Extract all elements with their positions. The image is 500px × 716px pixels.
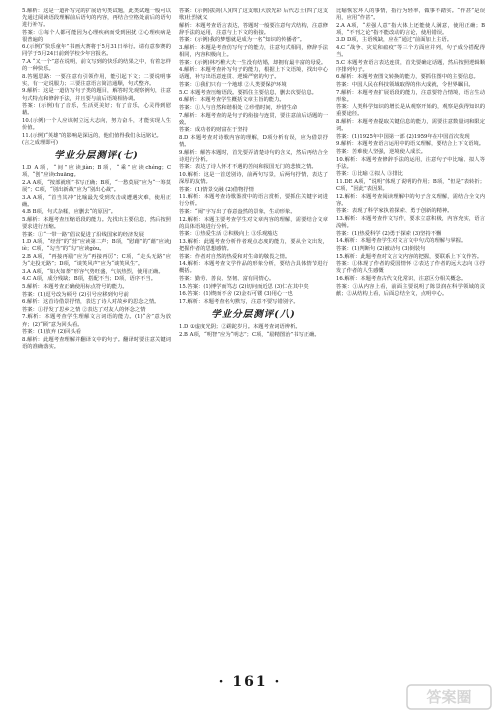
answer-entry: 14.解析：本题考查学生对文言文中句式的理解与掌握。	[336, 238, 467, 245]
watermark-logo	[406, 684, 492, 710]
answer-entry: 11.(示例)“英雄”的影响是深远的，他们值得我们永远铭记。	[22, 132, 162, 139]
answer-entry: 4.B B项，句式杂糅，应删去“的原因”。	[22, 209, 117, 216]
answer-entry: 4.C “战争、灾荒和瘟疫”等三个方面应并列，句子成分搭配得当。	[336, 45, 485, 59]
answer-entry: 答案：(示例)林巧稚大夫一生没有结婚，却拥有最丰富的母爱。	[179, 59, 327, 66]
answer-entry: 13.解析：此题考查分析作者观点态度的能力，要从全文出发，把握作者的思想感情。	[179, 238, 328, 252]
answer-entry: (言之成理即可)	[22, 140, 58, 147]
answer-entry: 3.解析：本题是考查仿写句子的能力，注意句式相同，修辞手法相同，内容积极向上。	[179, 45, 328, 59]
answer-entry: 17.解析：本题考查名句默写，注意不要写错别字。	[179, 298, 299, 305]
answer-entry: 答案：①热爱生活 ②积极向上 ③乐观豁达	[179, 231, 278, 238]
answer-entry: 5.解析：本题考查正确使用标点符号的能力。	[22, 283, 128, 290]
answer-entry: 5.解析：这是一道补写完的扩展语句类试题，此类试题一般可以先通过阅读语段理解前后语句的内容，再结合空格处前后的语句进行补写。	[22, 8, 171, 29]
answer-entry: 答案：(1)放弃 (2)回头看	[22, 329, 82, 336]
answer-entry: 11.DE A项，“说明”体现了说明的作用；B项，“但是”表转折；C项，“因此”表因果。	[336, 178, 485, 193]
section8-list	[179, 324, 328, 339]
answer-entry: 答案：勤劳、善良、坚韧、富有同情心。	[179, 275, 275, 282]
answer-entry: 答案：(1)逗号改为顿号 (2)引号应移到句号前	[22, 291, 129, 298]
answer-entry: 16.答案：(1)锲而不舍 (2)金石可镂 (3)用心一也	[179, 291, 293, 298]
answer-entry: 答案：①比喻 ②拟人 ③排比	[336, 171, 403, 178]
answer-entry: 答案：(示例)我的梦想就是成为一名“知识的传播者”。	[179, 37, 306, 44]
column-middle	[179, 8, 328, 670]
answer-entry: 5.解析：本题考查压缩语段的能力。先找出主要信息，然后按照要求进行压缩。	[22, 216, 171, 230]
column-middle-part1	[179, 8, 328, 216]
answer-page	[22, 8, 487, 670]
answer-entry: 7.解析：本题考查学生理解文言词语的能力。(1)“舍”意为放弃；(2)“顾”意为回头看。	[22, 314, 171, 328]
answer-entry: 答案：作者对自然的热爱和对生命的敬畏之情。	[179, 253, 291, 260]
answer-entry: 7.解析：本题考查扩展语段的能力，注意要符合情境，语言生动形象。	[336, 89, 485, 103]
answer-entry: 答案：①“一带一路”倡议促进了沿线国家的经济发展	[22, 231, 144, 238]
answer-entry: 2.B A项，“再接再励”应为“再接再厉”；C项，“走头无路”应为“走投无路”；D项，“谈笑风声”应为“谈笑风生”。	[22, 253, 171, 267]
answer-entry: 6.解析：本题考查学生概括文章主旨的能力。	[179, 97, 285, 104]
answer-entry: 1.D A项，“经营”的“营”应读第二声；B项，“慰藉”的“藉”应读jiè；C项，“勾当”的“勾”应读gòu。	[22, 239, 171, 253]
answer-entry: 7.解析：本题考查的是句子的衔接与连贯，要注意前后话题的一致。	[179, 112, 328, 126]
answer-entry: 5.C 本题考查压缩语段。要抓住主要信息，删去次要信息。	[179, 89, 317, 96]
page-number: · 161 ·	[218, 674, 282, 690]
answer-entry: 4.C A项，成分残缺；B项，搭配不当；D项，语序不当。	[22, 276, 156, 283]
answer-entry: 1.D ①虚度光阴；②蹉跎岁月。本题考查词语辨析。	[179, 323, 301, 330]
answer-entry: 3.A A项，“首当其冲”比喻最先受到攻击或遭遇灾难，使用正确。	[22, 194, 171, 208]
column-middle-part2	[179, 217, 328, 306]
watermark-text: 答案圈	[426, 688, 472, 706]
column-right-part1	[336, 8, 485, 298]
answer-entry: 答案：苦难使人坚强，逆境使人成长。	[336, 149, 427, 156]
answer-entry: 答案：(示例)有了音乐，生活更美好；有了音乐，心灵得到慰藉。	[22, 103, 171, 117]
answer-entry: 13.解析：本题考查作文写作，要求立意积极，内容充实，语言流畅。	[336, 216, 485, 230]
answer-entry: 6.解析：这首诗借景抒情，表达了诗人对故乡的思念之情。	[22, 299, 160, 306]
answer-entry: 9.解析：本题考查语言运用中的语义理解，要结合上下文语境。	[336, 141, 485, 148]
answer-entry: 3.D D项，主语残缺，应在“通过”前面加上主语。	[336, 37, 452, 44]
section-title-7: 学业分层测评(七)	[54, 150, 139, 162]
answer-entry: 12.解析：本题考查阅读理解中的句子含义理解，需结合全文内容。	[336, 193, 485, 207]
answer-entry: 8.答题思路：一要注意有引领作用，能引起下文；二要说明事实，有一定说服力；三要注意语言简洁通顺，句式整齐。	[22, 73, 171, 87]
answer-entry: 答案：①我们只有一个地球 ②人类要保护环境	[179, 82, 287, 89]
answer-entry: 答案：(1)判断句 (2)被动句 (3)倒装句	[336, 245, 426, 252]
watermark-logo-icon	[406, 684, 492, 710]
answer-entry: 16.解析：本题考查古代文化常识，注意区分相关概念。	[336, 275, 467, 282]
answer-entry: 答案：(1)1925年中国第一部 (2)1959年在中国首次发现	[336, 133, 470, 140]
answer-entry: 答案：(1)热爱科学 (2)勇于探索 (3)坚持不懈	[336, 230, 442, 237]
answer-entry: 答案：①每个人都可能因为心理疾病而受到困扰 ②心理疾病是很普遍的	[22, 29, 171, 43]
answer-entry: 答案：表达了诗人怀才不遇的苦闷和报国无门的悲愤之情。	[179, 164, 317, 171]
answer-entry: 10.(示例)一个人应该树立远大志向，努力奋斗，才能实现人生价值。	[22, 117, 171, 131]
column-left-part1	[22, 8, 171, 147]
answer-entry: 3.A A项，“如火如荼”形容气势旺盛，气氛热烈，使用正确。	[22, 268, 164, 275]
answer-entry: 1.D A项，“间”应读jiàn；B项，“乘”应读chéng；C项，“创”应读chuāng。	[22, 165, 171, 179]
answer-entry: 答案：①从内容上看，前面主要说明了陈景润在科学领域的贡献；②从结构上看，后面总结全文，点明中心。	[336, 283, 485, 297]
answer-entry: 答案：①抒发了思乡之情 ②表达了对友人的怀念之情	[22, 306, 146, 313]
answer-entry: 6.解析：本题考查图文转换的能力，要抓住图中的主要信息。	[336, 74, 479, 81]
section7-list	[22, 165, 171, 238]
answer-entry: 答案：(示例)拔剑(人)(四了这支歌)大放光彩 后代志士(四了这支歌)壮烈就义	[179, 8, 328, 22]
answer-entry: 9.解析：这是一道仿写句子类的题目，解答时先观察例句，注意句式特点和修辞手法，并且要与前后语境相协调。	[22, 88, 171, 102]
answer-entry: 7.A “又一个”意在说明，前文写到的快乐的结果之中，有着怎样的一种快乐。	[22, 59, 171, 73]
answer-entry: 4.解析：本题考查补写句子的能力，根据上下文语境，找出中心话题，补写出语意连贯、逻辑严密的句子。	[179, 67, 328, 81]
answer-entry: 9.解析：解答本题时，首先要弄清楚诗句的含义，然后再结合全诗进行分析。	[179, 149, 328, 163]
answer-entry: 15.答案：(1)博学而笃志 (2)切问而近思 (3)仁在其中矣	[179, 283, 309, 290]
section-title-8: 学业分层测评(八)	[211, 308, 296, 320]
answer-entry: 6.(示例)“快乐童年”书画大赛将于5月31日举行。请有意参赛的同学于5月24日前到学校少年宫报名。	[22, 44, 171, 58]
column-left-part2	[22, 239, 171, 351]
answer-entry: 比喻恢宏坏人的事情，指行为轻率，做事不踏实。“作甚”是误用，应用“作甚”。	[336, 8, 485, 22]
answer-entry: 14.解析：本题考查文学作品的形象分析，要结合具体情节进行概括。	[179, 261, 328, 275]
answer-entry: 12.解析：本题主要考查学生对文章内容的理解，需要结合文章的具体语境进行分析。	[179, 216, 328, 230]
answer-entry: 10.解析：本题考查修辞手法的运用，注意句子中比喻、拟人等手法。	[336, 156, 485, 170]
answer-entry: 8.D 本题考查对诗歌内容的理解，D项分析有误，应为借景抒情。	[179, 134, 328, 148]
column-left	[22, 8, 171, 670]
answer-entry: 答案：表现了科学家执着探索、勇于创新的精神。	[336, 208, 453, 215]
answer-entry: 15.解析：此题考查对文言文内容的把握，要联系上下文作答。	[336, 253, 483, 260]
answer-entry: 10.解析：这是一首送别诗，前两句写景，后两句抒情，表达了深厚的友情。	[179, 171, 328, 185]
answer-entry: 答案：①人与自然和谐相处 ②珍惜时间，珍惜生命	[179, 104, 298, 111]
answer-entry: 8.解析：本题考查提取关键信息的能力，需要注意数量词和限定词。	[336, 119, 485, 133]
answer-entry: 答案：人类科学知识的增长是从观察开始的，观察是获得知识的重要途径。	[336, 104, 485, 118]
answer-entry: 答案：(1)情景交融 (2)借物抒情	[179, 186, 254, 193]
answer-entry: 答案：“闹”字写出了春意盎然的景象，生动形象。	[179, 208, 296, 215]
column-right	[336, 8, 485, 670]
answer-entry: 2.A A项，“差强人意”指大体上还能使人满意，使用正确；B项，“不刊之论”指不能改动的言论，使用错误。	[336, 22, 485, 36]
answer-entry: 答案：中国人民在科技领域取得的伟大成就，令世界瞩目。	[336, 82, 474, 89]
answer-entry: 答案：成功者的财富在于坚持	[179, 127, 248, 134]
answer-entry: 2.B A项，“明智”应为“明志”；C项，“励精图治”书写正确。	[179, 331, 320, 338]
answer-entry: 2.A A项，“按部就班”书写正确；B项，“一愁莫展”应为“一筹莫展”；C项，“别出新裁”应为“别出心裁”。	[22, 179, 171, 193]
answer-entry: 解析：本题考查语言表达，答题时一般要注意句式结构，注意修辞手法的运用，注意与上下文的衔接。	[179, 22, 328, 36]
answer-entry: 8.解析：此题考查理解并翻译文中的句子。翻译时要注意关键词语的准确落实。	[22, 336, 171, 350]
answer-entry: 5.C 本题考查语言表达连贯，首先要确定话题，然后按照逻辑顺序排列句子。	[336, 59, 485, 73]
answer-entry: 答案：①体现了作者的爱国情怀 ②表达了作者的远大志向 ③抒发了作者的人生感慨	[336, 261, 485, 275]
answer-entry: 11.解析：本题考查诗歌鉴赏中的语言赏析，要抓住关键字词进行分析。	[179, 194, 328, 208]
